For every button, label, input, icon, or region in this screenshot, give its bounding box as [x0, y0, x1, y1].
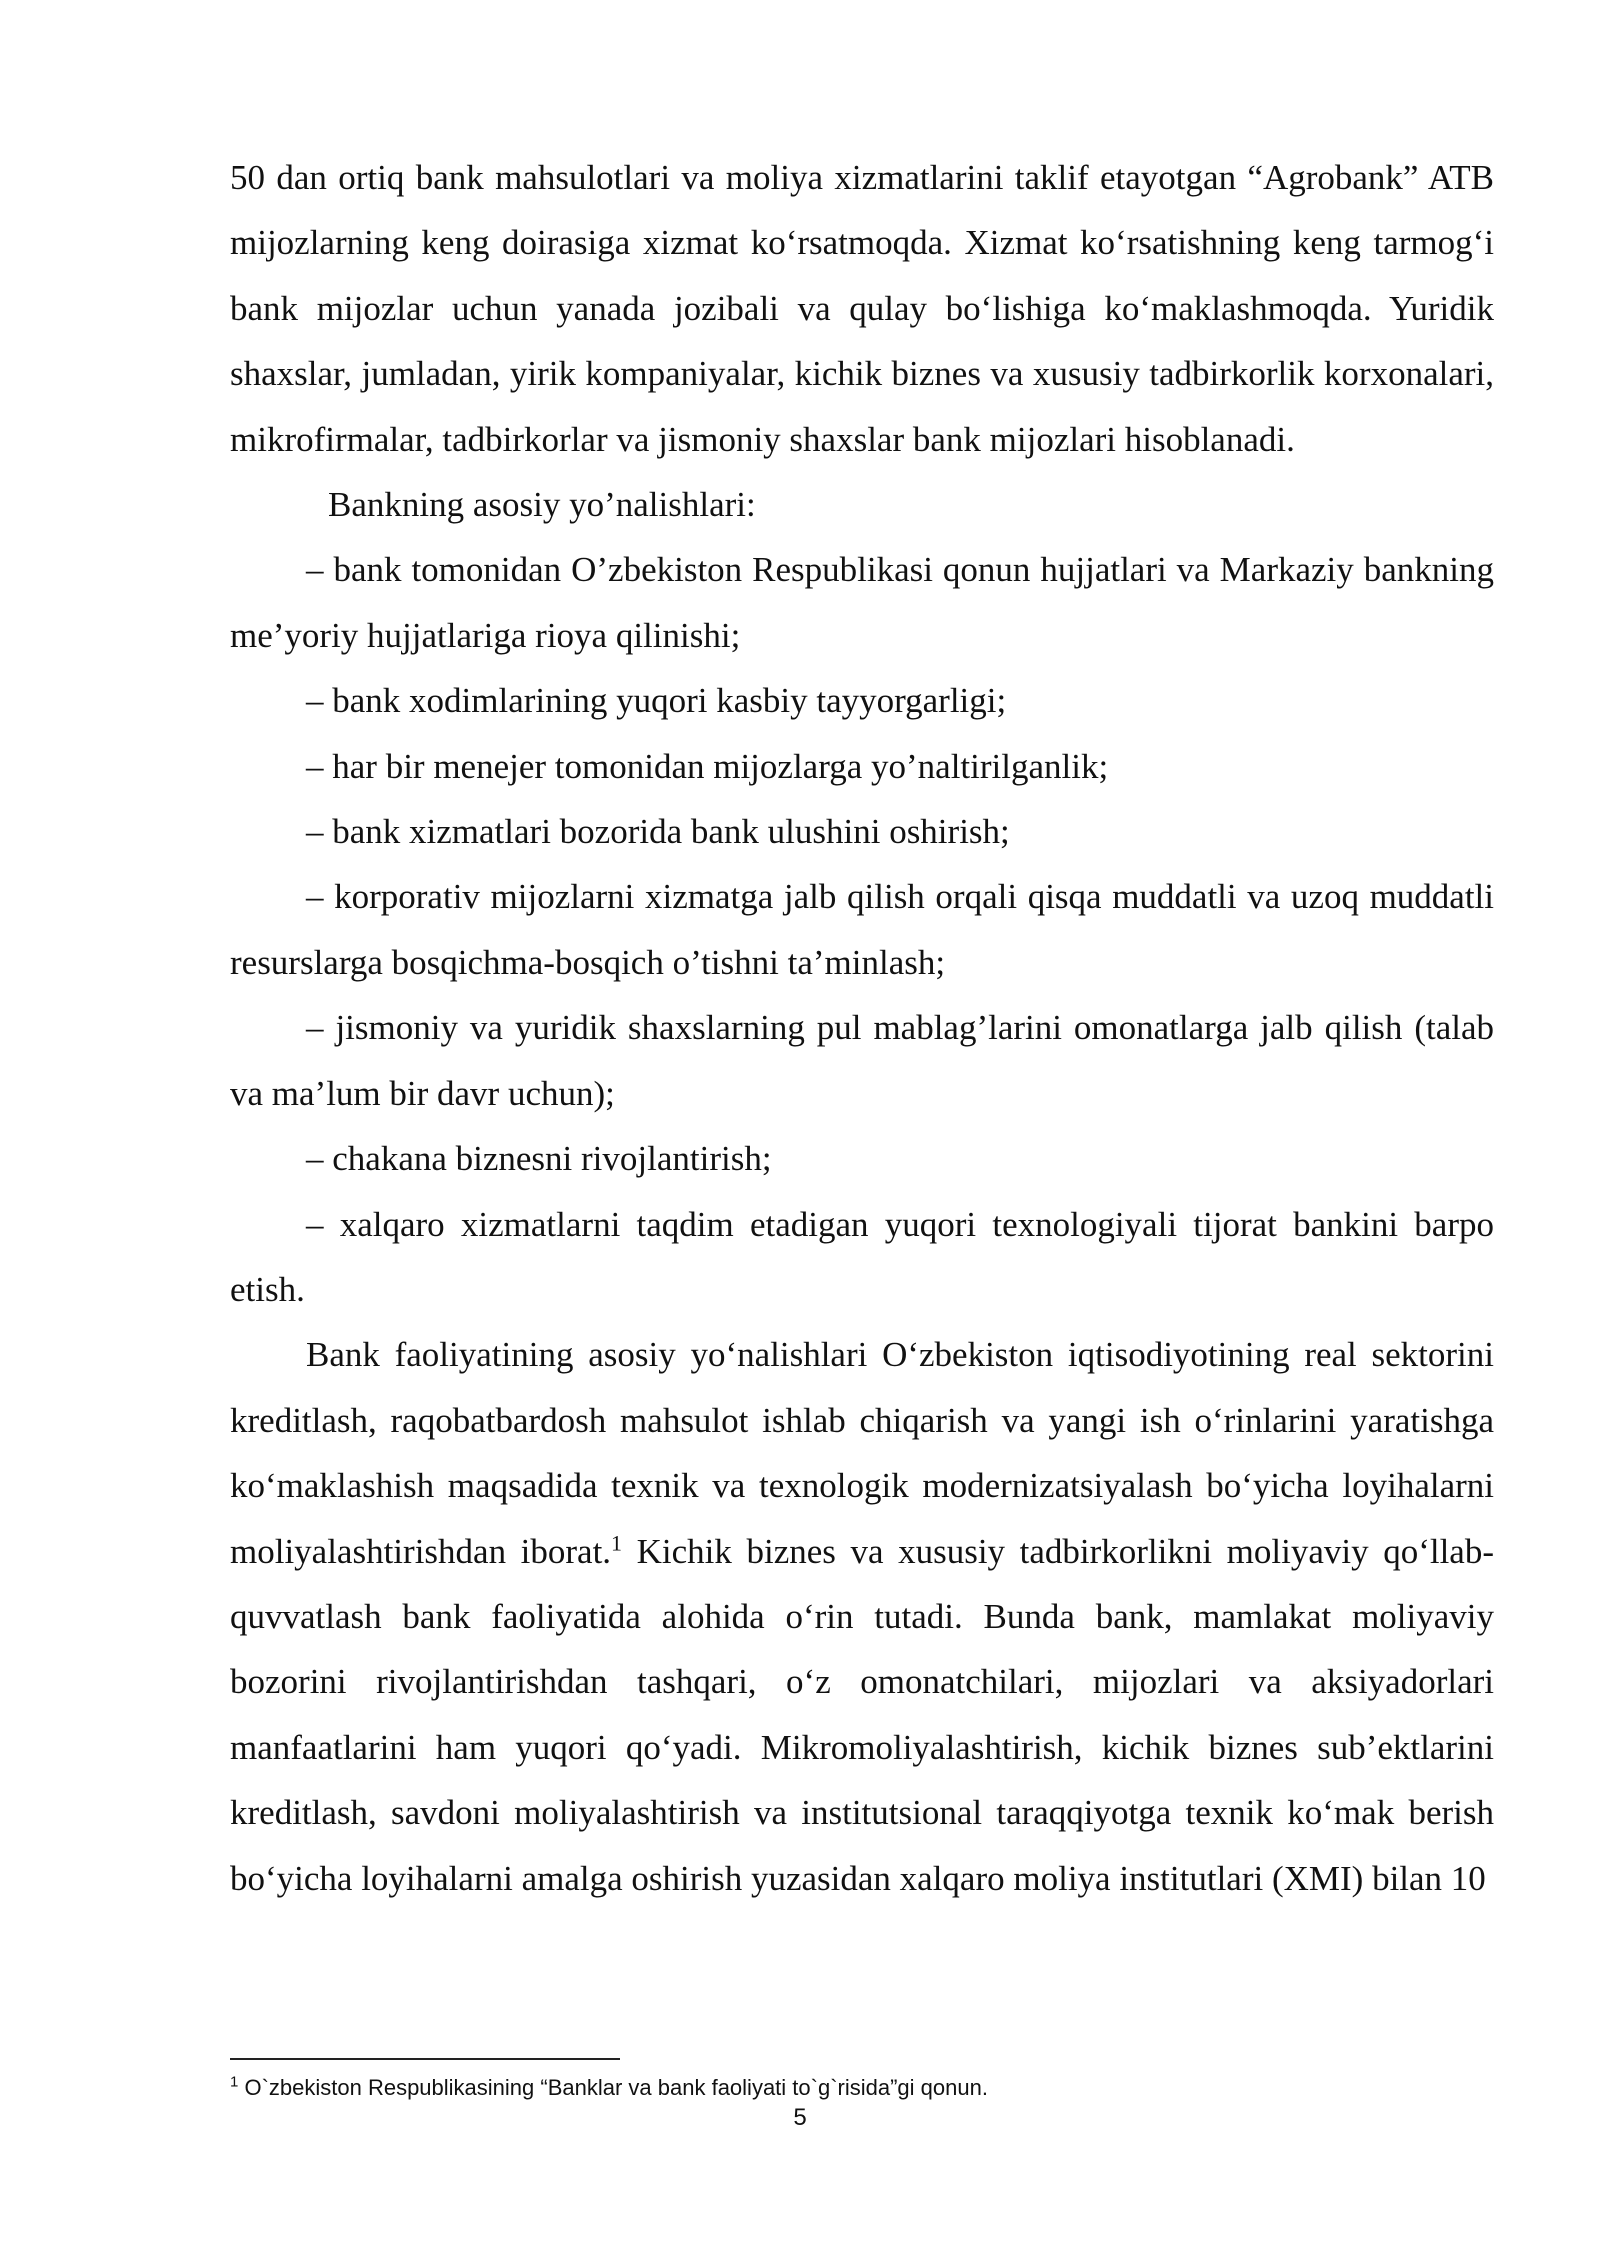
paragraph-main-part2: Kichik biznes va xususiy tadbirkorlikni moliyaviy qo‘llab-quvvatlash bank faoliyatida alohida o‘rin tutadi. Bunda bank, mamlakat moliyaviy bozorini rivojlantirishdan tashqari, o‘z omonatchilari, mijozlari va aksiyadorlari manfaatlarini ham yuqori qo‘yadi. Mikromoliyalashtirish, kichik biznes sub’ektlarini kreditlash, savdoni moliyalashtirish va institutsional taraqqiyotga texnik ko‘mak berish bo‘yicha loyihalarni amalga oshirish yuzasidan xalqaro moliya institutlari (XMI) bilan 10 [230, 1531, 1494, 1898]
paragraph-main-part1: Bank faoliyatining asosiy yo‘nalishlari O‘zbekiston iqtisodiyotining real sektorini kreditlash, raqobatbardosh mahsulot ishlab chiqarish va yangi ish o‘rinlarini yaratishga ko‘maklashish maqsadida texnik va texnologik modernizatsiyalash bo‘yicha loyihalarni moliyalashtirishdan iborat. [230, 1335, 1494, 1571]
footnote-text: O`zbekiston Respublikasining “Banklar va bank faoliyati to`g`risida”gi qonun. [238, 2075, 988, 2100]
footnote-reference[interactable]: 1 [611, 1529, 623, 1555]
section-heading: Bankning asosiy yo’nalishlari: [328, 485, 756, 525]
footnote [230, 2073, 1494, 2103]
list-item: – har bir menejer tomonidan mijozlarga yo’naltirilganlik; [306, 746, 1109, 786]
footnote-divider [230, 2058, 620, 2060]
list-item: – chakana biznesni rivojlantirish; [306, 1139, 772, 1179]
paragraph-main [230, 1322, 1494, 1911]
list-item: – bank tomonidan O’zbekiston Respublikasi qonun hujjatlari va Markaziy bankning me’yoriy hujjatlariga rioya qilinishi; [230, 550, 1494, 655]
body-text [230, 145, 1494, 1911]
list-item: – bank xodimlarining yuqori kasbiy tayyorgarligi; [306, 681, 1007, 721]
paragraph-intro: 50 dan ortiq bank mahsulotlari va moliya xizmatlarini taklif etayotgan “Agrobank” ATB mijozlarning keng doirasiga xizmat ko‘rsatmoqda. Xizmat ko‘rsatishning keng tarmog‘i bank mijozlar uchun yanada jozibali va qulay bo‘lishiga ko‘maklashmoqda. Yuridik shaxslar, jumladan, yirik kompaniyalar, kichik biznes va xususiy tadbirkorlik korxonalari, mikrofirmalar, tadbirkorlar va jismoniy shaxslar bank mijozlari hisoblanadi. [230, 158, 1494, 459]
list-item: – bank xizmatlari bozorida bank ulushini oshirish; [306, 812, 1010, 852]
footnote-mark: 1 [230, 2073, 239, 2091]
list-item: – jismoniy va yuridik shaxslarning pul mablag’larini omonatlarga jalb qilish (talab va ma’lum bir davr uchun); [230, 1008, 1494, 1113]
list-item: – xalqaro xizmatlarni taqdim etadigan yuqori texnologiyali tijorat bankini barpo etish. [230, 1204, 1494, 1309]
page-number: 5 [793, 2104, 807, 2131]
list-item: – korporativ mijozlarni xizmatga jalb qilish orqali qisqa muddatli va uzoq muddatli resurslarga bosqichma-bosqich o’tishni ta’minlash; [230, 877, 1494, 982]
